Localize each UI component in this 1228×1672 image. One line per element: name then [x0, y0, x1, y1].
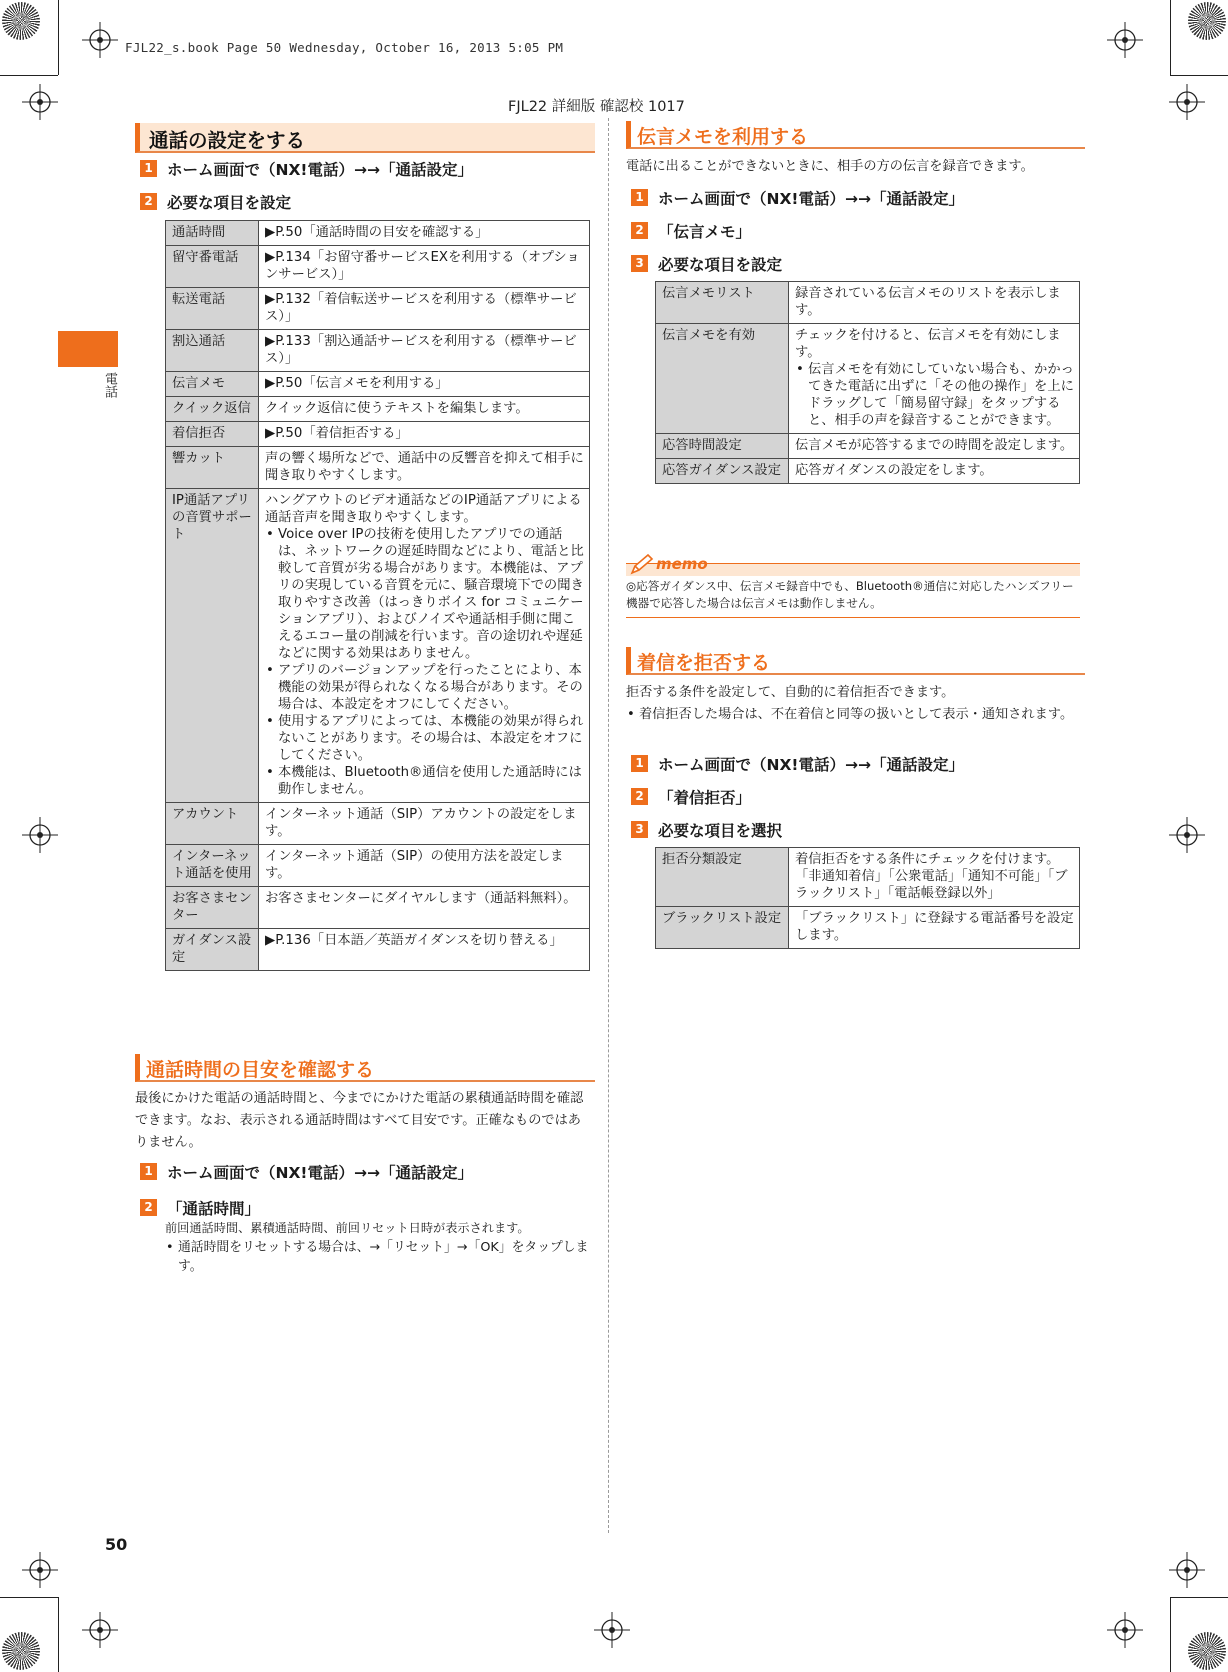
section-header-call-settings: [135, 123, 595, 153]
setting-description: [259, 489, 590, 803]
memo-rule: [626, 617, 1080, 618]
setting-name: 応答ガイダンス設定: [656, 459, 789, 484]
table-row: [656, 282, 1080, 324]
setting-description: [259, 803, 590, 845]
setting-name: アカウント: [166, 803, 259, 845]
call-settings-table: [165, 220, 590, 971]
setting-description: [259, 330, 590, 372]
step-number: 2: [140, 193, 157, 210]
setting-description: [259, 246, 590, 288]
step-text: 必要な項目を選択: [658, 822, 783, 840]
trim-mark: [0, 75, 58, 76]
call-rejection-table: [655, 847, 1080, 949]
setting-description: [259, 397, 590, 422]
bullet-list: [795, 361, 1074, 429]
setting-name: 伝言メモ: [166, 372, 259, 397]
setting-description: [789, 907, 1080, 949]
setting-description: [259, 845, 590, 887]
section-intro: 電話に出ることができないときに、相手の方の伝言を録音できます。: [626, 159, 1034, 174]
table-row: [166, 489, 590, 803]
table-row: [166, 372, 590, 397]
table-row: [166, 929, 590, 971]
setting-description: [259, 221, 590, 246]
setting-description: [789, 282, 1080, 324]
section-header-call-rejection: [626, 647, 1085, 675]
bullet-list: [265, 526, 584, 798]
bullet-item: • アプリのバージョンアップを行ったことにより、本機能の効果が得られなくなる場合があります。その場合は、本設定をオフにしてください。: [265, 662, 584, 713]
chapter-label: 電話: [102, 372, 117, 398]
table-row: [656, 848, 1080, 907]
setting-name: 伝言メモリスト: [656, 282, 789, 324]
section-header-call-duration: [135, 1054, 595, 1082]
section-intro: 拒否する条件を設定して、自動的に着信拒否できます。: [626, 685, 955, 700]
table-row: [166, 803, 590, 845]
setting-description: [259, 447, 590, 489]
setting-name: 通話時間: [166, 221, 259, 246]
column-divider: [608, 118, 609, 1533]
setting-name: 拒否分類設定: [656, 848, 789, 907]
step-number: 2: [631, 788, 648, 805]
setting-name: IP通話アプリの音質サポート: [166, 489, 259, 803]
table-row: [166, 330, 590, 372]
chapter-tab: [58, 331, 118, 367]
description-text: クイック返信に使うテキストを編集します。: [265, 401, 529, 416]
description-text: ▶P.134「お留守番サービスEXを利用する（オプションサービス）」: [265, 250, 580, 282]
setting-description: [789, 434, 1080, 459]
bullet-item: • Voice over IPの技術を使用したアプリでの通話は、ネットワークの遅延時間などにより、電話と比較して音質が劣る場合があります。本機能は、アプリの実現している音質を元に、騒音環境下での聞き取りやすさ改善（はっきりボイス for コミュニケーションアプリ）、およびノイズや通話相手側に聞こえるエコー量の削減を行います。音の途切れや遅延などに関する効果はありません。: [265, 526, 584, 662]
description-text: インターネット通話（SIP）アカウントの設定をします。: [265, 807, 577, 839]
starburst-icon: [1188, 2, 1226, 40]
step-number: 3: [631, 255, 648, 272]
step-text: 必要な項目を設定: [658, 256, 783, 274]
step-number: 2: [140, 1199, 157, 1216]
table-row: [166, 845, 590, 887]
step-text: ホーム画面で（NX!電話）→→「通話設定」: [658, 190, 964, 208]
section-title: 着信を拒否する: [637, 652, 771, 674]
setting-description: [259, 288, 590, 330]
description-text: 応答ガイダンスの設定をします。: [795, 463, 993, 478]
setting-name: インターネット通話を使用: [166, 845, 259, 887]
description-text: お客さまセンターにダイヤルします（通話料無料）。: [265, 891, 577, 906]
setting-description: [259, 929, 590, 971]
table-row: [166, 246, 590, 288]
setting-name: ブラックリスト設定: [656, 907, 789, 949]
setting-name: 着信拒否: [166, 422, 259, 447]
trim-mark: [1170, 1597, 1171, 1672]
description-text: 「ブラックリスト」に登録する電話番号を設定します。: [795, 911, 1074, 943]
description-text: ▶P.136「日本語／英語ガイダンスを切り替える」: [265, 933, 563, 948]
table-row: [656, 907, 1080, 949]
setting-description: [259, 372, 590, 397]
table-row: [166, 887, 590, 929]
description-text: ▶P.50「伝言メモを利用する」: [265, 376, 449, 391]
setting-name: 響カット: [166, 447, 259, 489]
bullet-item: • 通話時間をリセットする場合は、→「リセット」→「OK」をタップします。: [165, 1238, 590, 1276]
description-text: ▶P.133「割込通話サービスを利用する（標準サービス）」: [265, 334, 577, 366]
proof-label: FJL22 詳細版 確認校 1017: [508, 99, 685, 115]
table-row: [166, 288, 590, 330]
starburst-icon: [1188, 1632, 1226, 1670]
step-number: 2: [631, 222, 648, 239]
trim-mark: [58, 1597, 59, 1672]
description-text: ▶P.50「通話時間の目安を確認する」: [265, 225, 489, 240]
description-text: ▶P.50「着信拒否する」: [265, 426, 409, 441]
step-note: 前回通話時間、累積通話時間、前回リセット日時が表示されます。: [165, 1221, 530, 1235]
section-title: 通話の設定をする: [149, 129, 306, 152]
description-text: 声の響く場所などで、通話中の反響音を抑えて相手に聞き取りやすくします。: [265, 451, 584, 483]
description-text: 着信拒否をする条件にチェックを付けます。「非通知着信」「公衆電話」「通知不可能」「ブラックリスト」「電話帳登録以外」: [795, 852, 1068, 901]
description-text: ▶P.132「着信転送サービスを利用する（標準サービス）」: [265, 292, 577, 324]
step-text: ホーム画面で（NX!電話）→→「通話設定」: [167, 1164, 473, 1182]
voice-memo-table: [655, 281, 1080, 484]
step-number: 1: [631, 189, 648, 206]
setting-description: [789, 459, 1080, 484]
file-info-header: FJL22_s.book Page 50 Wednesday, October 16, 2013 5:05 PM: [125, 40, 564, 55]
table-row: [166, 447, 590, 489]
bullet-item: • 着信拒否した場合は、不在着信と同等の扱いとして表示・通知されます。: [626, 704, 1080, 725]
setting-name: 割込通話: [166, 330, 259, 372]
setting-description: [789, 324, 1080, 434]
setting-name: 留守番電話: [166, 246, 259, 288]
setting-name: お客さまセンター: [166, 887, 259, 929]
setting-description: [259, 422, 590, 447]
step-text: ホーム画面で（NX!電話）→→「通話設定」: [167, 161, 473, 179]
setting-name: 伝言メモを有効: [656, 324, 789, 434]
memo-text: ◎応答ガイダンス中、伝言メモ録音中でも、Bluetooth®通信に対応したハンズフリー機器で応答した場合は伝言メモは動作しません。: [626, 579, 1074, 610]
setting-name: 転送電話: [166, 288, 259, 330]
table-row: [656, 324, 1080, 434]
starburst-icon: [2, 1632, 40, 1670]
setting-name: ガイダンス設定: [166, 929, 259, 971]
step-number: 1: [140, 1163, 157, 1180]
trim-mark: [58, 0, 59, 75]
step-text: 「伝言メモ」: [658, 223, 752, 241]
trim-mark: [1170, 75, 1228, 76]
table-row: [656, 459, 1080, 484]
starburst-icon: [2, 2, 40, 40]
description-text: ハングアウトのビデオ通話などのIP通話アプリによる通話音声を聞き取りやすくします。: [265, 493, 582, 525]
description-text: 録音されている伝言メモのリストを表示します。: [795, 286, 1061, 318]
step-text: 必要な項目を設定: [167, 194, 292, 212]
description-text: インターネット通話（SIP）の使用方法を設定します。: [265, 849, 564, 881]
trim-mark: [1170, 1597, 1228, 1598]
description-text: 伝言メモが応答するまでの時間を設定します。: [795, 438, 1074, 453]
pencil-icon: [628, 553, 654, 575]
table-row: [166, 221, 590, 246]
setting-name: クイック返信: [166, 397, 259, 422]
step-number: 1: [631, 755, 648, 772]
step-number: 1: [140, 160, 157, 177]
bullet-item: • 本機能は、Bluetooth®通信を使用した通話時には動作しません。: [265, 764, 584, 798]
bullet-item: • 使用するアプリによっては、本機能の効果が得られないことがあります。その場合は、本設定をオフにしてください。: [265, 713, 584, 764]
setting-description: [259, 887, 590, 929]
step-text: ホーム画面で（NX!電話）→→「通話設定」: [658, 756, 964, 774]
section-title: 通話時間の目安を確認する: [146, 1059, 375, 1081]
setting-name: 応答時間設定: [656, 434, 789, 459]
description-text: チェックを付けると、伝言メモを有効にします。: [795, 328, 1061, 360]
memo-label: memo: [656, 555, 708, 573]
table-row: [166, 422, 590, 447]
section-intro: 最後にかけた電話の通話時間と、今までにかけた電話の累積通話時間を確認できます。なお、表示される通話時間はすべて目安です。正確なものではありません。: [135, 1091, 584, 1150]
step-number: 3: [631, 821, 648, 838]
step-text: 「通話時間」: [167, 1200, 261, 1218]
section-header-voice-memo: [626, 121, 1085, 149]
page-number: 50: [105, 1535, 128, 1554]
step-text: 「着信拒否」: [658, 789, 752, 807]
trim-mark: [1170, 0, 1171, 75]
bullet-item: • 伝言メモを有効にしていない場合も、かかってきた電話に出ずに「その他の操作」を上にドラッグして「簡易留守録」をタップすると、相手の声を録音することができます。: [795, 361, 1074, 429]
table-row: [656, 434, 1080, 459]
setting-description: [789, 848, 1080, 907]
table-row: [166, 397, 590, 422]
trim-mark: [0, 1597, 58, 1598]
section-title: 伝言メモを利用する: [637, 126, 809, 148]
